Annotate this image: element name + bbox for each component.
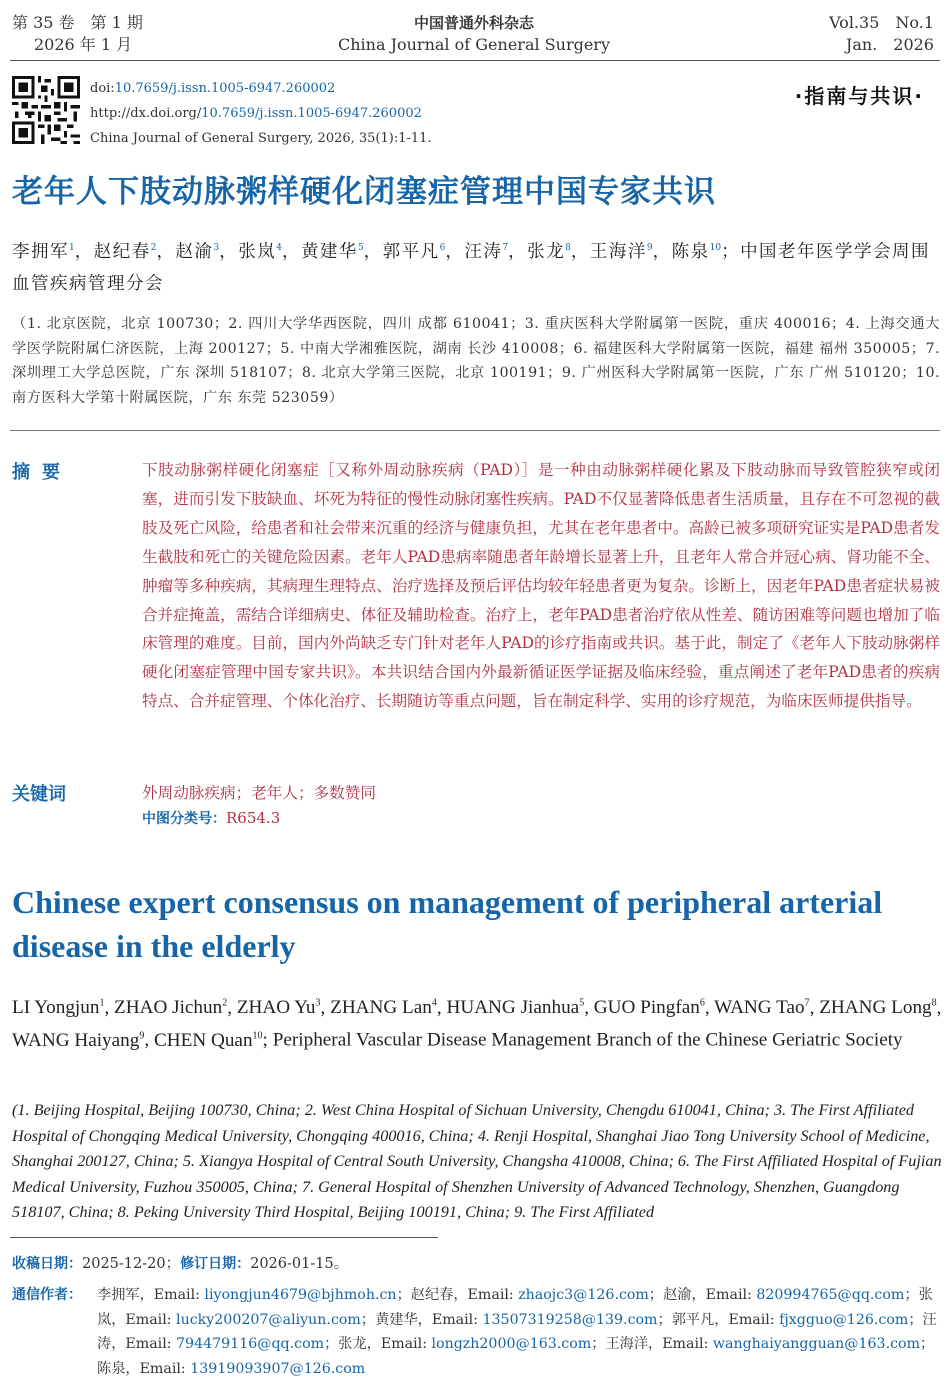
- author-cn: 张岚$^4$: [238, 241, 282, 262]
- corresponding-author: [375, 1312, 657, 1328]
- corresponding-name: 陈泉，: [97, 1360, 140, 1377]
- author-cn: 王海洋$^9$: [589, 241, 653, 262]
- header-volume-en: Vol.35 No.1: [829, 13, 934, 32]
- affiliations-en: (1. Beijing Hospital, Beijing 100730, China; 2. West China Hospital of Sichuan University, Chengdu 610041, China; 3. The First Affiliated Hospital of Chongqing Medical University, Chongqing 400016, China; 4. Renji Hospital, Shanghai Jiao Tong University School of Medicine, Shanghai 200127, China; 5. Xiangya Hospital of Central South University, Changsha 410008, China; 6. The First Affiliated Hospital of Fujian Medical University, Fuzhou 350005, China; 7. General Hospital of Shenzhen University of Advanced Technology, Shenzhen, Guangdong 518107, China; 8. Peking University Third Hospital, Beijing 100191, China; 9. The First Affiliated: [12, 1101, 942, 1222]
- email-link[interactable]: lucky200207@aliyun.com: [176, 1311, 361, 1328]
- authors-cn: 李拥军$^1$，赵纪春$^2$，赵渝$^3$，张岚$^4$，黄建华$^5$，郭平凡$^6$，汪涛$^7$，张龙$^8$，王海洋$^9$，陈泉$^{10}$；中国老年医学学会周围血管疾病管理分会: [12, 241, 931, 294]
- corresponding-name: 赵纪春，: [410, 1287, 468, 1303]
- author-en: WANG Tao$^7$: [714, 997, 810, 1019]
- author-affil-mark: 8: [565, 243, 571, 253]
- title-cn: 老年人下肢动脉粥样硬化闭塞症管理中国专家共识: [12, 174, 716, 210]
- author-en: WANG Haiyang$^9$: [12, 1029, 145, 1051]
- article-meta: [90, 76, 432, 151]
- author-cn: 郭平凡$^6$: [382, 241, 446, 262]
- email-link[interactable]: 13919093907@126.com: [190, 1360, 366, 1377]
- author-affil-mark: 4: [431, 998, 437, 1009]
- email-label: Email:: [125, 1336, 177, 1352]
- header-issue-en: [829, 12, 934, 56]
- revised-date: 2026-01-15。: [250, 1256, 349, 1272]
- header-volume: 第 35 卷 第 1 期: [12, 13, 143, 32]
- email-label: Email:: [705, 1287, 757, 1303]
- author-group-cn: 中国老年医学学会周围血管疾病管理分会: [12, 241, 931, 294]
- author-cn: 黄建华$^5$: [300, 241, 364, 262]
- received-date: 2025-12-20；: [82, 1256, 181, 1272]
- author-affil-mark: 10: [709, 243, 722, 253]
- author-en: GUO Pingfan$^6$: [593, 997, 705, 1019]
- author-affil-mark: 2: [150, 243, 157, 253]
- author-en: ZHANG Lan$^4$: [330, 997, 437, 1019]
- corresponding-author: [605, 1336, 920, 1352]
- author-affil-mark: 7: [804, 998, 810, 1009]
- email-link[interactable]: wanghaiyangguan@163.com: [712, 1336, 921, 1352]
- author-cn: 赵纪春$^2$: [93, 241, 157, 262]
- email-label: Email:: [380, 1336, 432, 1352]
- journal-name-cn: 中国普通外科杂志: [413, 14, 534, 32]
- author-affil-mark: 10: [252, 1030, 263, 1042]
- author-en: HUANG Jianhua$^5$: [446, 997, 585, 1019]
- author-affil-mark: 5: [579, 998, 585, 1009]
- abstract-label: 摘要: [12, 462, 72, 483]
- author-affil-mark: 3: [315, 998, 321, 1009]
- corresponding-label: 通信作者：: [12, 1287, 82, 1303]
- author-en: CHEN Quan$^{10}$: [153, 1029, 263, 1051]
- author-affil-mark: 9: [646, 243, 653, 253]
- corresponding-name: 郭平凡，: [671, 1311, 729, 1328]
- corresponding-name: 张岚，: [97, 1287, 933, 1328]
- header-journal: [0, 12, 948, 56]
- affiliations-cn: （1. 北京医院，北京 100730；2. 四川大学华西医院，四川 成都 610041；3. 重庆医科大学附属第一医院，重庆 400016；4. 上海交通大学医学院附属仁济医院，上海 200127；5. 中南大学湘雅医院，湖南 长沙 410008；6. 福建医科大学附属第一医院，福建 福州 350005；7. 深圳理工大学总医院，广东 深圳 518107；8. 北京大学第三医院，北京 100191；9. 广州医科大学附属第一医院，广东 广州 510120；10. 南方医科大学第十附属医院，广东 东莞 523059）: [12, 316, 940, 406]
- author-affil-mark: 1: [99, 998, 105, 1009]
- header-date: 2026 年 1 月: [34, 35, 133, 54]
- email-label: Email:: [139, 1360, 191, 1377]
- keywords-text: 外周动脉疾病；老年人；多数赞同: [142, 784, 376, 802]
- footnote-rule: [10, 1237, 438, 1238]
- email-link[interactable]: 794479116@qq.com: [176, 1336, 325, 1352]
- section-rule: [10, 430, 940, 431]
- corresponding-authors: 李拥军，Email: liyongjun4679@bjhmoh.cn；赵纪春，Email: zhaojc3@126.com；赵渝，Email: 820994765@qq.com；张岚，Email: lucky200207@aliyun.com；黄建华，Email: 13507319258@139.com；郭平凡，Email: fjxgguo@126.com；汪涛，Email: 794479116@qq.com；张龙，Email: longzh2000@163.com；王海洋，Email: wanghaiyangguan@163.com；陈泉，Email: 13919093907@126.com: [97, 1287, 937, 1377]
- author-affil-mark: 3: [213, 243, 220, 253]
- revised-label: 修订日期：: [180, 1256, 251, 1272]
- corresponding-name: 黄建华，: [375, 1311, 432, 1328]
- citation-line: China Journal of General Surgery, 2026, 35(1):1-11.: [90, 131, 432, 146]
- author-en: ZHAO Yu$^3$: [236, 997, 321, 1019]
- email-label: Email:: [728, 1311, 780, 1328]
- url-line: http://dx.doi.org/10.7659/j.issn.1005-6947.260002: [90, 106, 422, 121]
- author-en: ZHANG Long$^8$: [819, 997, 937, 1019]
- authors-en: LI Yongjun$^1$, ZHAO Jichun$^2$, ZHAO Yu$^3$, ZHANG Lan$^4$, HUANG Jianhua$^5$, GUO Pingfan$^6$, WANG Tao$^7$, ZHANG Long$^8$, WANG Haiyang$^9$, CHEN Quan$^{10}$; Peripheral Vascular Disease Management Branch of the Chinese Geriatric Society: [12, 997, 942, 1051]
- doi-line: doi:10.7659/j.issn.1005-6947.260002: [90, 81, 336, 96]
- keywords-label: 关键词: [12, 784, 66, 805]
- corresponding-name: 赵渝，: [663, 1287, 706, 1303]
- corresponding-name: 汪涛，: [97, 1311, 937, 1352]
- author-affil-mark: 4: [276, 243, 282, 253]
- author-affil-mark: 6: [699, 998, 705, 1009]
- author-cn: 陈泉$^{10}$: [671, 241, 722, 262]
- corresponding-author: [97, 1287, 397, 1303]
- author-cn: 汪涛$^7$: [464, 241, 509, 262]
- corresponding-author: [663, 1287, 904, 1303]
- email-label: Email:: [431, 1311, 483, 1328]
- corresponding-author: [338, 1336, 591, 1352]
- corresponding-author: [97, 1361, 365, 1377]
- column-tag: ·指南与共识·: [794, 84, 924, 108]
- classification: [142, 808, 280, 828]
- author-cn: 李拥军$^1$: [12, 241, 75, 262]
- email-link[interactable]: 13507319258@139.com: [482, 1311, 658, 1328]
- author-affil-mark: 5: [357, 243, 364, 253]
- doi-link[interactable]: 10.7659/j.issn.1005-6947.260002: [114, 81, 336, 96]
- header-rule: [10, 60, 940, 61]
- author-group-en: Peripheral Vascular Disease Management Branch of the Chinese Geriatric Society: [272, 1029, 903, 1051]
- classification-value: R654.3: [226, 809, 281, 827]
- author-affil-mark: 8: [931, 998, 937, 1009]
- received-label: 收稿日期：: [12, 1256, 82, 1272]
- qr-code-icon: [12, 76, 80, 144]
- email-link[interactable]: 820994765@qq.com: [756, 1287, 905, 1303]
- title-en: Chinese expert consensus on management of peripheral arterial disease in the elderly: [12, 884, 883, 964]
- author-affil-mark: 6: [439, 243, 446, 253]
- abstract-text: 下肢动脉粥样硬化闭塞症［又称外周动脉疾病（PAD）］是一种由动脉粥样硬化累及下肢动脉而导致管腔狭窄或闭塞，进而引发下肢缺血、坏死为特征的慢性动脉闭塞性疾病。PAD不仅显著降低患者生活质量，且存在不可忽视的截肢及死亡风险，给患者和社会带来沉重的经济与健康负担，尤其在老年患者中。高龄已被多项研究证实是PAD患者发生截肢和死亡的关键危险因素。老年人PAD患病率随患者年龄增长显著上升，且老年人常合并冠心病、肾功能不全、肿瘤等多种疾病，其病理生理特点、治疗选择及预后评估均较年轻患者更为复杂。诊断上，因老年PAD患者症状易被合并症掩盖，需结合详细病史、体征及辅助检查。治疗上，老年PAD患者治疗依从性差、随访困难等问题也增加了临床管理的难度。目前，国内外尚缺乏专门针对老年人PAD的诊疗指南或共识。基于此，制定了《老年人下肢动脉粥样硬化闭塞症管理中国专家共识》。本共识结合国内外最新循证医学证据及临床经验，重点阐述了老年PAD患者的疾病特点、合并症管理、个体化治疗、长期随访等重点问题，旨在制定科学、实用的诊疗规范，为临床医师提供指导。: [142, 461, 940, 711]
- email-link[interactable]: longzh2000@163.com: [431, 1336, 592, 1352]
- email-label: Email:: [153, 1287, 205, 1303]
- classification-label: 中图分类号：: [142, 811, 226, 827]
- author-affil-mark: 7: [502, 243, 509, 253]
- corresponding-author: [672, 1312, 909, 1328]
- email-link[interactable]: zhaojc3@126.com: [518, 1287, 649, 1303]
- corresponding-author: [411, 1287, 649, 1303]
- journal-name-en: China Journal of General Surgery: [337, 35, 610, 54]
- email-link[interactable]: liyongjun4679@bjhmoh.cn: [204, 1287, 397, 1303]
- author-cn: 赵渝$^3$: [175, 241, 220, 262]
- email-link[interactable]: fjxgguo@126.com: [779, 1311, 909, 1328]
- dates: [12, 1252, 348, 1276]
- corresponding-name: 张龙，: [338, 1336, 381, 1352]
- author-en: LI Yongjun$^1$: [12, 997, 105, 1019]
- doi-url-link[interactable]: 10.7659/j.issn.1005-6947.260002: [201, 106, 422, 121]
- author-affil-mark: 9: [139, 1030, 145, 1042]
- email-label: Email:: [125, 1311, 177, 1328]
- author-en: ZHAO Jichun$^2$: [114, 997, 228, 1019]
- corresponding-name: 王海洋，: [605, 1336, 663, 1352]
- corresponding-name: 李拥军，: [97, 1287, 154, 1303]
- email-label: Email:: [662, 1336, 713, 1352]
- author-affil-mark: 1: [69, 243, 75, 253]
- author-affil-mark: 2: [222, 998, 228, 1009]
- email-label: Email:: [467, 1287, 519, 1303]
- author-cn: 张龙$^8$: [527, 241, 571, 262]
- header-date-en: Jan. 2026: [845, 35, 934, 54]
